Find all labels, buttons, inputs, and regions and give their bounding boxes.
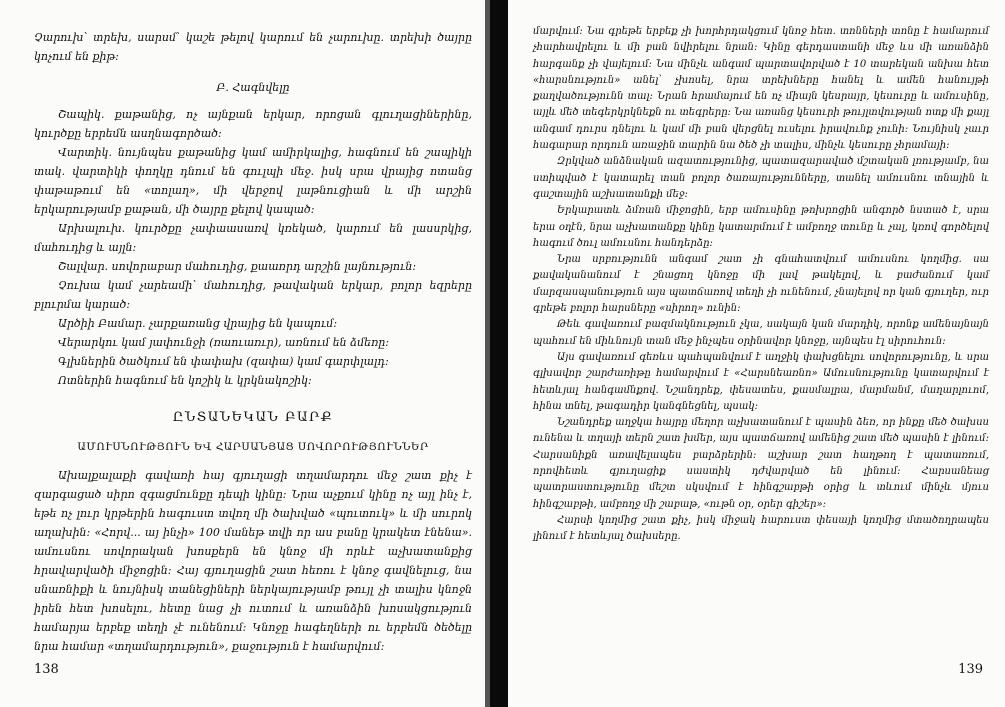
left-page [0,0,492,707]
paragraph-shirt: Շապիկ. քաթանից, ոչ այնքան երկար, որոցան գլուղացիներինը, կուրծքը երրեմն ասղնագործած։ [34,108,472,140]
paragraph-overcoat: Վերարկու կամ յափունջի (ռաուառւր), առնում են ձմեռը։ [58,336,390,349]
book-gutter [490,0,508,707]
paragraph-headwear: Գլխներին ծածկում են փափախ (զափա) կամ գարփլալդ։ [58,355,389,368]
body-paragraph: Ախալքալաքի գավառի հայ գյուղացի տղամարդու մեջ շատ քիչ է զարգացած սիրո զգացմունքը դեպի կինը։ Նրա աչքում կինը ոչ այլ ինչ է, եթե ոչ լուր կրթերին հագուստ տվող մի ծախված «պուտուկ» և մի սուրոկ աղախին։ «Հորվ... այ ինչի» 100 մանեթ տվի որ աս բանը կրակետ էնենա». ամուսնու սովորական խոսքերն են կնոջ մի որևէ աչխատանքից հրավարվածի միջոցին։ Հայ գյուղացին շատ հեռու է կնոջ գավնելուց, նա սնառնիքի և նույնիսկ տանեցիների ներկայությամբ թույլ չի տալիս կնոջն իրեն հետ խոսելու, հետը նաց չի ուտում և առանձին խոսակցություն համարյա երբեք տեղի չէ ունենում։ Կնոջը հագեղների ու երբեմն ծեծելը նրա համար «տղամարդություն», քաջություն է համարվում։ [34,469,472,653]
paragraph-trousers: Շալվար. սովորաբար մահուդից, քաառրդ արշին լայնություն։ [58,260,417,273]
paragraph-belt: Արծիի Բամար. չարքառանց վրայից են կապում։ [58,317,338,330]
paragraph-arkhalukh: Արխալուխ. կուրծքը չափաասառվ կռեկած, կարում են լասսրկից, մահուդից և այլն։ [34,222,472,254]
paragraph-expenses: Հարսի կողմից շատ քիչ, իսկ միջակ հարուստ փեսայի կողմից մտածողրապես լինում է հետևյալ ծախսերը. [533,514,989,543]
page-number-left: 138 [34,662,59,677]
intro-paragraph: Չարուխ՝ տրեխ, սարսմ՝ կաշե թելով կարում են չարուխը. տրեխի ծայրը կոչում են քիթ։ [34,31,472,63]
paragraph-custom: Այս գավառում գեռևս պահպանվում է աղջիկ փախցնելու սովորությունը, և սրա գլխավոր շարժառիթը համարվում է «Հարսնեառնո» Ամուսնությունը կատարվում է հետևյալ հանգամնքով. Նշանդրեք, փեսատես, քասմալրա, մարմանմ, մաղարլուոմ, հինա տնել, թագադիր կանգնեցնել, պսակ։ [533,351,989,412]
paragraph-footwear: Ոտներին հագնում են կոշիկ և կրկնակոշիկ։ [58,374,312,387]
paragraph-chukha: Չուխա կամ չարեամի՝ մահուդից, թավական երկար, բոլոր եզրերը բլուրմա կարած։ [34,279,472,311]
paragraph-polygamy: Թեև գավառում բազմակնություն չկա, սակայն կան մարդիկ, որոնք ամենայնայն պահում են միևնույն տան մեջ ինչպես օրինավոր կնոջը, այնպես էլ սիրուհուն։ [533,319,989,347]
section-subtitle: Բ. Հագնվելը [216,81,290,94]
chapter-heading: ԸՆՏԱՆԵԿԱՆ ԲԱՐՔ [172,410,334,425]
paragraph-fidelity: Նրա սրբությունն անգամ շատ չի գնահատվում ամուսնու կողմից. սա քավականանում է շնացող կնոջը մի լավ թակելով, և բաժանում կամ մարզասպանություն այս պատճառով տեղի չի ունենում, չնայելով որ կան գյուղեր, ուր գրեթե բոլոր հարսները «սիրող» ունին։ [533,254,989,315]
paragraph-engagement: Նշանդրեք աղջկա հայրը մեղոր աչխատանում է պասին ձեռ, որ ինքը մեծ ծախսս ունենա և տղայի տերն շատ խմեր, այս պատճառով ամենից շատ մեծ պասին է լինում։ Հարսանիքն առավելապես բարձրերին։ աշխար շատ հաղթող է պատառում, որովհետև գյուղացիք սաստիկ դժվարված են լինում։ Հարսանեաց պատրաստությունը մեշտ սկսվում է հինգշաբթի օրից և տևում մինչև մյուս հինգշաբթի, ամբողջ մի շաբաթ, «ութն օր, օրեր գիշեր»։ [533,417,989,510]
chapter-subheading: ԱՄՈՒՍՆՈՒԹՅՈՒՆ ԵՎ ՀԱՐՍԱՆՅԱՑ ՍՈՎՈՐՈՒԹՅՈՒՆՆԵՐ [77,441,429,453]
paragraph-winter: Երկարատև ձմռան միջոցին, երբ ամուսինը թոխրոցին անգործ նստած է, սրա երա օղէն, նրա աչխատանքը կինը կատարմում է ամբողջ տունը և չալ, կռով գործելով հագում ծուլ ամուսնու հանդերձը։ [533,205,989,249]
page-number-right: 139 [958,662,983,677]
paragraph-deprived: Զրկված անձնական ազատությունից, պատազարաված մշտական լռությամբ, նա ստիպված է կատարել տան բոլոր ծառայությունները, տանել ամուսնու տնային և գաշտային աշխատանքի մեջ։ [533,156,989,200]
paragraph-drawers: Վարտիկ. նույնպես քաթանից կամ ամիրկալից, հագնում են շապիկի տակ. վարտիկի փողկը դնում են գուլպի մեջ. իսկ սրա վրայից ոտանց փաթաթում են «տոլաղ», մի վերջով լաթնուցիան և մի արշին երկարությամբ քաթան, մի ծայրը քելով կապած։ [34,146,472,216]
right-page [507,0,1005,707]
paragraph-continuation: մարվում։ Նա գրեթե երբեք չի խորհրդակցում կնոջ հետ. տոնների տոնը է համարում չհարհավրելու և մի բան նվիրելու նրան։ Կինը գերդաստանի մեջ ևս մի առանձին հարգանք չի վայելում։ Նա մինչև անգամ պարտավորված է 10 տարեկան անխա հետ «հարսնություն» անել՝ չխոսել, նրա տրեխները հանել և ամեն հանույթի քաղվածությունն տալ։ Նրան հրամայում են ոչ միայն կեսրայր, կեսուրը և ամուսինը, այլև մեծ տեգերկրկնեքն ու տեգրերը։ Նա առանց կեսուրի թույլտվության ոտք մի քայլ անգամ դուրս դնելու և կամ մի բան վերցնել ուսելու իրավունք չունի։ Նույնիսկ չաւր հագարար որդուն առաջին տարին նա ծեծ չի տալիս, մինչև կեսուրը չհրամայի։ [533,26,989,152]
